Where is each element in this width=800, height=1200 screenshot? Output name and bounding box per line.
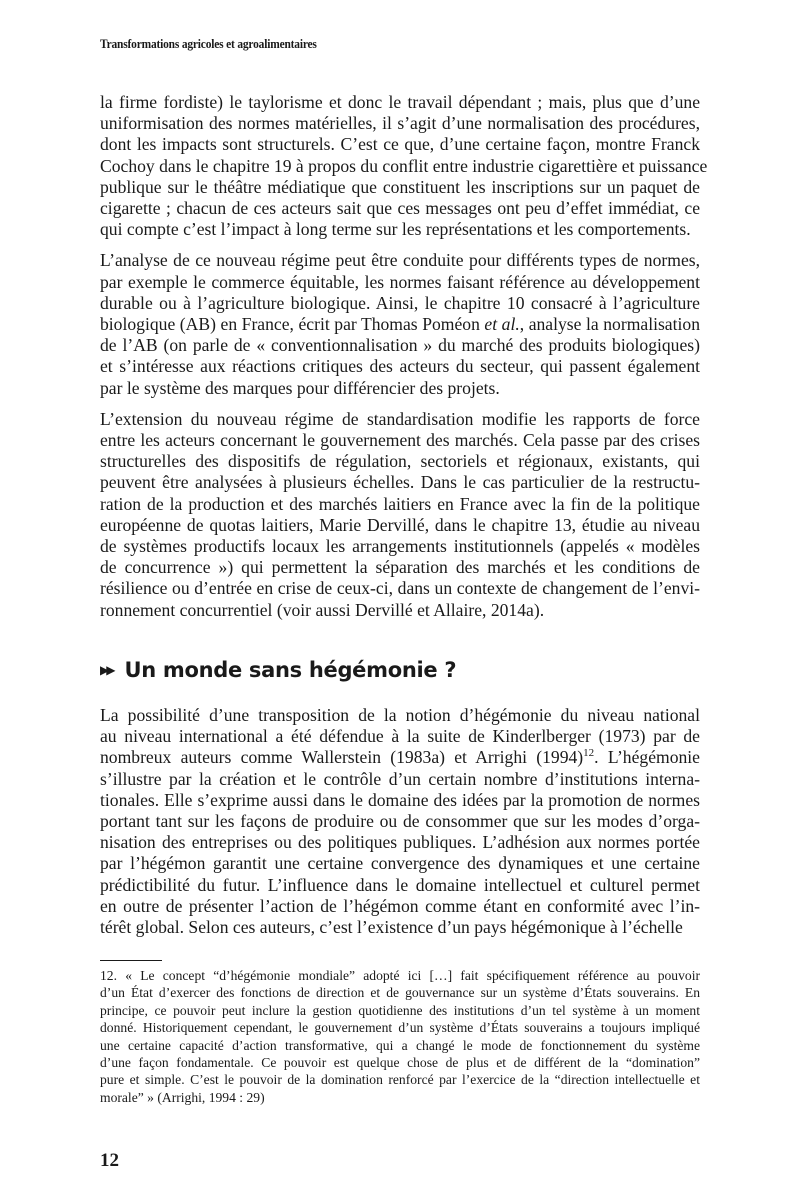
text-line: de concurrence ») qui permettent la séparation des marchés et les conditions de [100, 557, 700, 578]
footnote-divider [100, 960, 162, 961]
text-line: térêt global. Selon ces auteurs, c’est l’existence d’un pays hégémonique à l’échelle [100, 917, 683, 938]
text-line: cigarette ; chacun de ces acteurs sait que ces messages ont peu d’effet immédiat, ce [100, 198, 700, 219]
text-line: L’analyse de ce nouveau régime peut être conduite pour différents types de normes, [100, 250, 700, 271]
running-head: Transformations agricoles et agroalimentaires [100, 36, 317, 51]
text-line: ronnement concurrentiel (voir aussi Dervillé et Allaire, 2014a). [100, 599, 545, 620]
text-line: nisation des entreprises ou des politiques publiques. L’adhésion aux normes portée [100, 832, 700, 853]
text-line: ration de la production et des marchés laitiers en France avec la fin de la politique [100, 493, 700, 514]
section-title: Un monde sans hégémonie ? [124, 658, 457, 682]
text-line: européenne de quotas laitiers, Marie Dervillé, dans le chapitre 13, étudie au niveau [100, 514, 700, 535]
paragraph-hegemony [100, 705, 700, 938]
text-line: portant tant sur les façons de produire ou de consommer que sur les modes d’orga- [100, 811, 700, 832]
text-line: par exemple le commerce équitable, les normes faisant référence au développement [100, 271, 700, 292]
body-text-after-section [100, 705, 700, 948]
footnote-line: d’une façon fondamentale. Ce pouvoir est quelque chose de plus et de différent de la “domination” [100, 1055, 700, 1071]
text-line: Cochoy dans le chapitre 19 à propos du conflit entre industrie cigarettière et puissance [100, 155, 708, 176]
text-line: entre les acteurs concernant le gouvernement des marchés. Cela passe par des crises [100, 430, 700, 451]
body-text-before-section [100, 92, 708, 631]
text-line: par le système des marques pour différencier des projets. [100, 377, 500, 398]
text-line: en outre de présenter l’action de l’hégémon comme étant en conformité avec l’in- [100, 895, 700, 916]
paragraph-1 [100, 92, 708, 240]
paragraph-3 [100, 409, 700, 621]
text-line: résilience ou d’entrée en crise de ceux-ci, dans un contexte de changement de l’envi- [100, 578, 700, 599]
text-line: uniformisation des normes matérielles, il s’agit d’une normalisation des procédures, [100, 113, 700, 134]
text-line: L’extension du nouveau régime de standardisation modifie les rapports de force [100, 408, 700, 429]
footnote-line: donné. Historiquement cependant, le gouvernement d’un système d’États souverains a toujours impliqué [100, 1020, 700, 1036]
text-line: la firme fordiste) le taylorisme et donc le travail dépendant ; mais, plus que d’une [100, 92, 700, 112]
footnote-line: une certaine capacité d’action transformative, qui a changé le mode de fonctionnement du système [100, 1037, 700, 1053]
text-line: publique sur le théâtre médiatique que constituent les inscriptions sur un paquet de [100, 176, 700, 197]
text-line: au niveau international a été défendue à la suite de Kinderlberger (1973) par de [100, 726, 700, 747]
text-line: par l’hégémon garantit une certaine convergence des dynamiques et une certaine [100, 853, 700, 874]
text-line: nombreux auteurs comme Wallerstein (1983a) et Arrighi $(1994)^{12}$. L’hégémonie [100, 747, 700, 768]
text-line: peuvent être analysées à plusieurs échelles. Dans le cas particulier de la restructu- [100, 472, 700, 493]
text-line: s’illustre par la création et le contrôle d’un certain nombre d’institutions interna- [100, 768, 700, 789]
double-arrow-icon: ▶▶ [100, 663, 113, 677]
footnote-reference[interactable]: 12 [583, 747, 595, 760]
footnote-line: pure et simple. C’est le pouvoir de la domination renforcé par l’exercice de la “direction intellectuelle et [100, 1072, 700, 1088]
text-line: tionales. Elle s’exprime aussi dans le domaine des idées par la promotion de normes [100, 789, 700, 810]
text-line: biologique (AB) en France, écrit par Thomas Poméon et al., analyse la normalisation [100, 314, 700, 335]
text-line: et s’intéresse aux réactions critiques des acteurs du secteur, qui passent également [100, 356, 700, 377]
text-line: de l’AB (on parle de « conventionnalisation » du marché des produits biologiques) [100, 335, 700, 356]
text-line: prédictibilité du futur. L’influence dans le domaine intellectuel et culturel permet [100, 874, 700, 895]
footnote-12 [100, 967, 700, 1106]
page-number: 12 [100, 1150, 119, 1171]
footnote-line: principe, ce pouvoir peut inclure la gestion quotidienne des institutions d’un tel système à un moment [100, 1002, 700, 1018]
text-line: dont les impacts sont structurels. C’est ce que, d’une certaine façon, montre Franck [100, 134, 700, 155]
footnote-line: morale” » (Arrighi, 1994 : 29) [100, 1089, 265, 1105]
paragraph-2 [100, 250, 700, 398]
text-line: durable ou à l’agriculture biologique. Ainsi, le chapitre 10 consacré à l’agriculture [100, 292, 700, 313]
text-line: de systèmes productifs locaux les arrangements institutionnels (appelés « modèles [100, 536, 700, 557]
footnote-line: d’un État d’exercer des fonctions de direction et de gouvernance sur un système d’États souverains. En [100, 985, 700, 1001]
text-line: structurelles des dispositifs de régulation, sectoriels et régionaux, existants, qui [100, 451, 700, 472]
footnote-line: 12. « Le concept “d’hégémonie mondiale” adopté ici […] fait spécifiquement référence au pouvoir [100, 968, 700, 983]
text-line: qui compte c’est l’impact à long terme sur les représentations et les comportements. [100, 219, 691, 240]
text-line: La possibilité d’une transposition de la notion d’hégémonie du niveau national [100, 705, 700, 725]
section-heading [100, 658, 456, 682]
